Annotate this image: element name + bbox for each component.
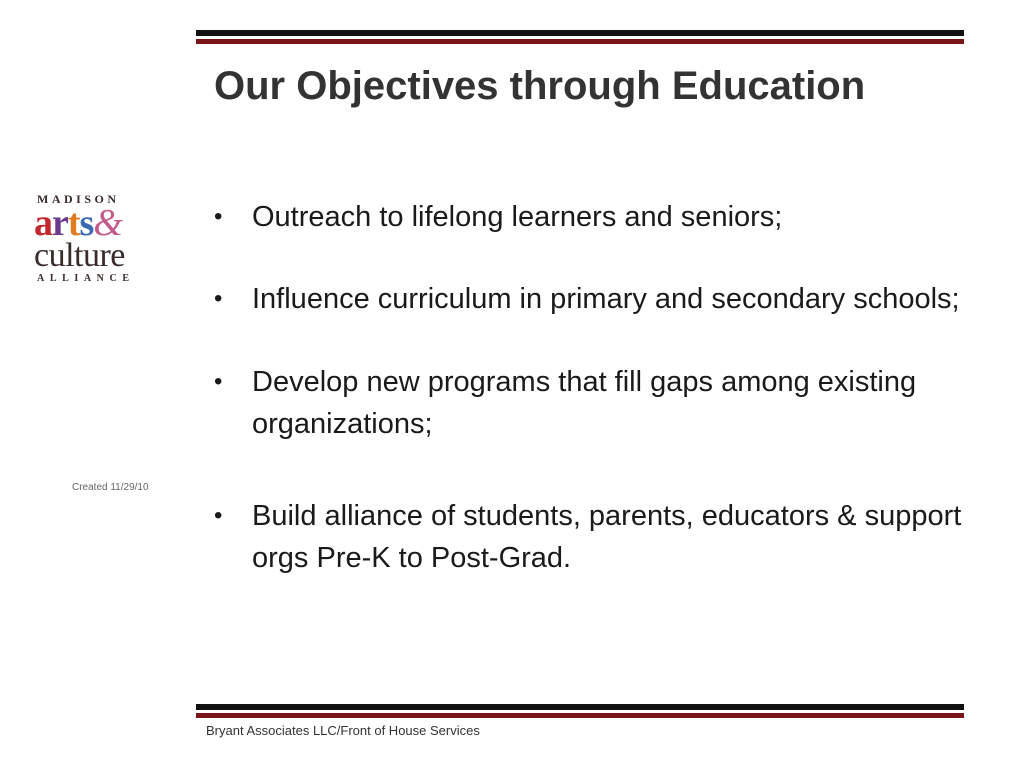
footer-text: Bryant Associates LLC/Front of House Services <box>206 723 480 738</box>
bullet-icon: • <box>214 368 223 395</box>
logo-culture-text: culture <box>34 237 125 274</box>
logo-letter-t: t <box>67 202 80 244</box>
header-rule <box>196 30 964 44</box>
list-item <box>214 361 984 445</box>
list-item-text: Build alliance of students, parents, educators & support orgs Pre-K to Post-Grad. <box>252 500 962 574</box>
madison-arts-culture-alliance-logo <box>34 192 160 286</box>
logo-letter-a: a <box>34 202 52 244</box>
list-item-text: Develop new programs that fill gaps among existing organizations; <box>252 366 917 440</box>
created-date: Created 11/29/10 <box>72 482 149 493</box>
slide-title: Our Objectives through Education <box>214 64 866 108</box>
header-rule-red <box>196 39 964 44</box>
list-item <box>214 196 984 238</box>
bullet-icon: • <box>214 502 223 529</box>
logo-alliance-text: ALLIANCE <box>37 273 135 284</box>
logo-arts-text <box>34 202 160 244</box>
footer-rule-red <box>196 713 964 718</box>
logo-letter-r: r <box>52 202 68 244</box>
logo-ampersand: & <box>93 202 122 244</box>
objectives-list <box>214 196 984 579</box>
list-item-text: Influence curriculum in primary and secondary schools; <box>252 283 960 315</box>
list-item-text: Outreach to lifelong learners and seniors; <box>252 201 783 233</box>
list-item <box>214 495 984 579</box>
logo-letter-s: s <box>79 202 94 244</box>
bullet-icon: • <box>214 203 223 230</box>
logo-madison-text: MADISON <box>37 192 120 206</box>
footer-rule <box>196 704 964 718</box>
bullet-icon: • <box>214 285 223 312</box>
list-item <box>214 278 984 320</box>
